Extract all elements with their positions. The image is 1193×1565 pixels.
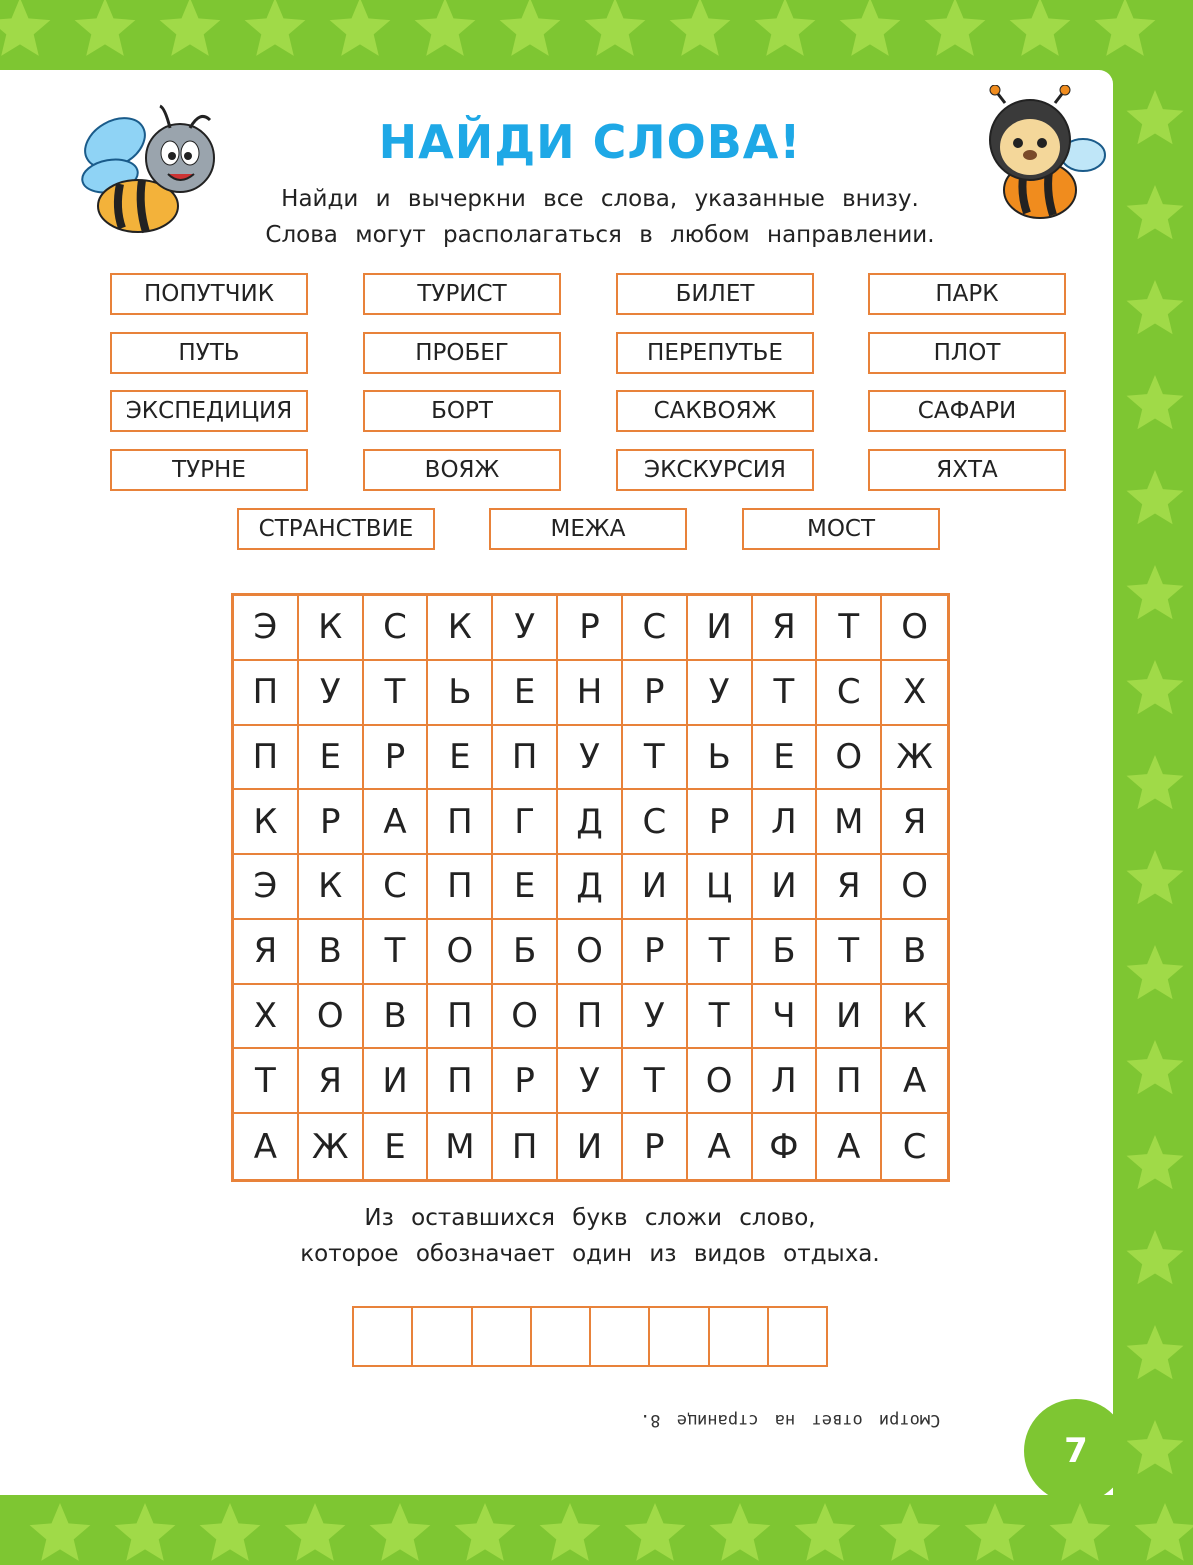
star-decoration [1127, 375, 1184, 429]
word-item: ЭКСПЕДИЦИЯ [110, 390, 308, 432]
grid-cell: У [623, 985, 688, 1050]
page-title: НАЙДИ СЛОВА! [378, 115, 802, 169]
grid-cell: Х [234, 985, 299, 1050]
grid-cell: Р [364, 726, 429, 791]
grid-cell: И [817, 985, 882, 1050]
word-item: БОРТ [363, 390, 561, 432]
page-number: 7 [1024, 1399, 1128, 1503]
task-line-1: Из оставшихся букв сложи слово, [364, 1205, 816, 1231]
grid-cell: Ж [299, 1114, 364, 1179]
grid-cell: К [428, 596, 493, 661]
grid-cell: А [882, 1049, 947, 1114]
grid-cell: У [558, 726, 623, 791]
grid-cell: Р [623, 920, 688, 985]
grid-cell: О [299, 985, 364, 1050]
answer-cell[interactable] [532, 1308, 591, 1365]
answer-boxes [352, 1306, 828, 1367]
star-decoration [115, 1503, 176, 1561]
grid-cell: Р [493, 1049, 558, 1114]
star-decoration [160, 0, 221, 56]
star-decoration [840, 0, 901, 56]
grid-cell: Я [299, 1049, 364, 1114]
grid-cell: А [364, 790, 429, 855]
grid-cell: И [753, 855, 818, 920]
star-decoration [1127, 280, 1184, 334]
grid-cell: Е [299, 726, 364, 791]
word-item: ЭКСКУРСИЯ [616, 449, 814, 491]
star-decoration [1127, 945, 1184, 999]
grid-cell: Я [753, 596, 818, 661]
word-item: ПАРК [868, 273, 1066, 315]
star-decoration [965, 1503, 1026, 1561]
grid-cell: П [428, 985, 493, 1050]
grid-cell: Х [882, 661, 947, 726]
star-decoration [30, 1503, 91, 1561]
grid-cell: Ь [688, 726, 753, 791]
grid-cell: Б [753, 920, 818, 985]
grid-cell: Т [623, 726, 688, 791]
grid-cell: Т [623, 1049, 688, 1114]
grid-cell: Ж [882, 726, 947, 791]
grid-cell: С [364, 855, 429, 920]
grid-cell: В [364, 985, 429, 1050]
grid-cell: Ь [428, 661, 493, 726]
grid-cell: М [428, 1114, 493, 1179]
grid-cell: Г [493, 790, 558, 855]
grid-cell: П [234, 661, 299, 726]
grid-cell: С [364, 596, 429, 661]
grid-cell: Т [364, 920, 429, 985]
grid-cell: Я [817, 855, 882, 920]
grid-cell: Т [753, 661, 818, 726]
word-search-grid [231, 593, 950, 1182]
instruction-line-1: Найди и вычеркни все слова, указанные внизу. [281, 186, 919, 212]
answer-cell[interactable] [473, 1308, 532, 1365]
grid-cell: Б [493, 920, 558, 985]
grid-cell: Е [753, 726, 818, 791]
grid-cell: К [299, 596, 364, 661]
grid-cell: У [688, 661, 753, 726]
star-decoration [710, 1503, 771, 1561]
task-line-2: которое обозначает один из видов отдыха. [300, 1241, 880, 1267]
word-item: ТУРИСТ [363, 273, 561, 315]
grid-cell: Ц [688, 855, 753, 920]
star-decoration [755, 0, 816, 56]
grid-cell: П [428, 1049, 493, 1114]
star-decoration [1127, 1230, 1184, 1284]
grid-cell: С [623, 596, 688, 661]
grid-cell: П [428, 790, 493, 855]
grid-cell: Т [817, 596, 882, 661]
answer-cell[interactable] [413, 1308, 472, 1365]
grid-cell: П [558, 985, 623, 1050]
grid-cell: К [882, 985, 947, 1050]
grid-cell: Ф [753, 1114, 818, 1179]
grid-cell: Ч [753, 985, 818, 1050]
answer-cell[interactable] [769, 1308, 826, 1365]
star-decoration [1127, 850, 1184, 904]
star-decoration [1127, 755, 1184, 809]
grid-cell: О [817, 726, 882, 791]
grid-cell: Л [753, 790, 818, 855]
star-decoration [625, 1503, 686, 1561]
grid-cell: П [493, 1114, 558, 1179]
grid-cell: А [688, 1114, 753, 1179]
grid-cell: Л [753, 1049, 818, 1114]
star-decoration [670, 0, 731, 56]
grid-cell: С [817, 661, 882, 726]
grid-cell: Р [688, 790, 753, 855]
grid-cell: О [882, 596, 947, 661]
grid-cell: Н [558, 661, 623, 726]
grid-cell: И [364, 1049, 429, 1114]
grid-cell: Э [234, 855, 299, 920]
word-item: СТРАНСТВИЕ [237, 508, 435, 550]
grid-cell: Р [299, 790, 364, 855]
word-item: САФАРИ [868, 390, 1066, 432]
word-item: ПОПУТЧИК [110, 273, 308, 315]
instruction-line-2: Слова могут располагаться в любом направлении. [265, 222, 935, 248]
grid-cell: М [817, 790, 882, 855]
star-decoration [200, 1503, 261, 1561]
word-item: ПУТЬ [110, 332, 308, 374]
star-decoration [585, 0, 646, 56]
grid-cell: П [234, 726, 299, 791]
word-item: ВОЯЖ [363, 449, 561, 491]
star-decoration [285, 1503, 346, 1561]
grid-cell: И [558, 1114, 623, 1179]
star-decoration [415, 0, 476, 56]
grid-cell: И [623, 855, 688, 920]
star-decoration [1127, 565, 1184, 619]
star-decoration [1135, 1503, 1193, 1561]
grid-cell: Е [493, 661, 558, 726]
grid-cell: К [299, 855, 364, 920]
answer-cell[interactable] [650, 1308, 709, 1365]
grid-cell: С [623, 790, 688, 855]
grid-cell: В [882, 920, 947, 985]
answer-cell[interactable] [710, 1308, 769, 1365]
word-item: САКВОЯЖ [616, 390, 814, 432]
star-decoration [1010, 0, 1071, 56]
star-decoration [370, 1503, 431, 1561]
word-item: ЯХТА [868, 449, 1066, 491]
answer-cell[interactable] [354, 1308, 413, 1365]
grid-cell: Т [817, 920, 882, 985]
grid-cell: У [558, 1049, 623, 1114]
star-decoration [880, 1503, 941, 1561]
star-decoration [1095, 0, 1156, 56]
answer-cell[interactable] [591, 1308, 650, 1365]
star-decoration [500, 0, 561, 56]
star-decoration [925, 0, 986, 56]
star-decoration [75, 0, 136, 56]
star-decoration [245, 0, 306, 56]
star-decoration [540, 1503, 601, 1561]
grid-cell: У [299, 661, 364, 726]
grid-cell: И [688, 596, 753, 661]
grid-cell: Э [234, 596, 299, 661]
grid-cell: Д [558, 790, 623, 855]
grid-cell: Р [623, 661, 688, 726]
word-item: ПЛОТ [868, 332, 1066, 374]
word-item: МОСТ [742, 508, 940, 550]
star-decoration [1127, 660, 1184, 714]
grid-cell: Я [882, 790, 947, 855]
star-decoration [1127, 1135, 1184, 1189]
grid-cell: О [882, 855, 947, 920]
grid-cell: О [493, 985, 558, 1050]
star-decoration [1127, 1420, 1184, 1474]
grid-cell: П [817, 1049, 882, 1114]
grid-cell: О [688, 1049, 753, 1114]
grid-cell: П [428, 855, 493, 920]
word-item: ПЕРЕПУТЬЕ [616, 332, 814, 374]
star-decoration [455, 1503, 516, 1561]
grid-cell: О [558, 920, 623, 985]
word-item: ТУРНЕ [110, 449, 308, 491]
grid-cell: К [234, 790, 299, 855]
star-decoration [1050, 1503, 1111, 1561]
grid-cell: А [817, 1114, 882, 1179]
grid-cell: Т [688, 920, 753, 985]
star-decoration [1127, 1040, 1184, 1094]
grid-cell: Я [234, 920, 299, 985]
grid-cell: Т [688, 985, 753, 1050]
grid-cell: А [234, 1114, 299, 1179]
star-decoration [795, 1503, 856, 1561]
star-decoration [330, 0, 391, 56]
star-decoration [1127, 470, 1184, 524]
grid-cell: Т [234, 1049, 299, 1114]
grid-cell: С [902, 1126, 927, 1167]
star-decoration [1127, 185, 1184, 239]
star-decoration [1127, 1325, 1184, 1379]
grid-cell: Р [623, 1114, 688, 1179]
grid-cell: Р [558, 596, 623, 661]
star-decoration [0, 0, 50, 56]
grid-cell: Е [493, 855, 558, 920]
word-item: БИЛЕТ [616, 273, 814, 315]
grid-cell: Д [558, 855, 623, 920]
grid-cell: О [428, 920, 493, 985]
grid-cell: У [493, 596, 558, 661]
grid-cell: Е [428, 726, 493, 791]
grid-cell: Т [364, 661, 429, 726]
grid-cell: Е [364, 1114, 429, 1179]
word-item: МЕЖА [489, 508, 687, 550]
grid-cell: П [493, 726, 558, 791]
word-item: ПРОБЕГ [363, 332, 561, 374]
grid-cell: В [299, 920, 364, 985]
answer-hint: Смотри ответ на странице 8. [640, 1410, 941, 1430]
